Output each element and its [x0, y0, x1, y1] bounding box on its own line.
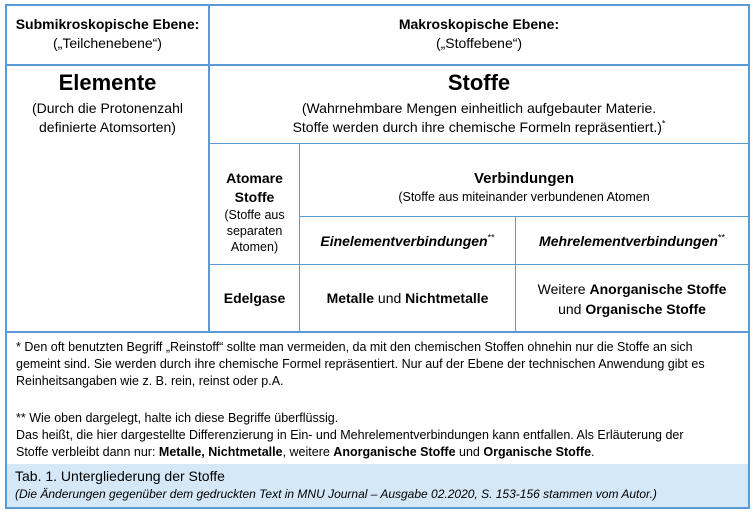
divider-notes [7, 331, 748, 333]
elemente-title: Elemente [58, 70, 157, 95]
atomare-sub-1: (Stoffe aus [224, 208, 285, 222]
elemente-line1: (Durch die Protonenzahl [32, 100, 183, 116]
note-2-line3 [16, 444, 741, 461]
weitere-cell [516, 279, 748, 319]
atomare-title-1: Atomare [226, 170, 283, 186]
einelement-label: Einelementverbindungen [320, 233, 488, 249]
header-left-sub: („Teilchenebene“) [53, 35, 162, 51]
header-left [7, 15, 208, 53]
header-right-title: Makroskopische Ebene: [398, 16, 560, 32]
weitere-prefix: Weitere [537, 281, 590, 297]
metalle-und: und [374, 290, 406, 306]
mehrelement-label: Mehrelementverbindungen [539, 233, 718, 249]
verbindungen-sub: (Stoffe aus miteinander verbundenen Atomen [398, 190, 650, 204]
atomare-sub-3: Atomen) [230, 240, 279, 254]
stoffe-line1: (Wahrnehmbare Mengen einheitlich aufgebauter Materie. [301, 100, 657, 116]
atomare-sub-2: separaten [226, 224, 283, 238]
verbindungen-cell [300, 169, 748, 205]
atomare-title-2: Stoffe [234, 189, 275, 205]
note-2-line1: ** Wie oben dargelegt, halte ich diese Begriffe überflüssig. [16, 411, 339, 425]
note-2-line3-b: Metalle, Nichtmetalle [158, 445, 283, 459]
header-left-title: Submikroskopische Ebene: [15, 16, 200, 32]
table-frame [5, 4, 750, 509]
caption-title: Tab. 1. Untergliederung der Stoffe [15, 468, 225, 484]
stoffe-cell [210, 70, 748, 137]
divider-stoffe [208, 143, 748, 144]
note-2-line3-g: . [591, 445, 595, 459]
divider-header [7, 64, 748, 66]
stoffe-line2: Stoffe werden durch ihre chemische Formeln repräsentiert.) [292, 119, 662, 135]
stoffe-footnote-mark: * [661, 118, 666, 129]
caption-sub: (Die Änderungen gegenüber dem gedruckten Text in MNU Journal – Ausgabe 02.2020, S. 153-156 stammen vom Autor.) [15, 487, 657, 501]
atomare-cell [210, 169, 299, 255]
header-right [210, 15, 748, 53]
mehrelement-mark: ** [717, 232, 725, 243]
einelement-mark: ** [487, 232, 495, 243]
nichtmetalle-label: Nichtmetalle [405, 290, 489, 306]
note-2-line3-e: und [455, 445, 484, 459]
stoffe-line2-wrap [210, 118, 748, 137]
note-2-line3-a: Stoffe verbleibt dann nur: [16, 445, 159, 459]
einelement-cell [300, 232, 515, 251]
divider-verbindungen [300, 216, 748, 217]
weitere-line2 [516, 299, 748, 319]
note-2-line3-d: Anorganische Stoffe [333, 445, 456, 459]
note-1-line3: Reinheitsangaben wie z. B. rein, reinst oder p.A. [16, 374, 284, 388]
elemente-line2: definierte Atomsorten) [39, 119, 176, 135]
note-1-line1: * Den oft benutzten Begriff „Reinstoff“ sollte man vermeiden, da mit den chemischen Stoffen ohnehin nur die Stoffe an sich [16, 340, 693, 354]
organische-label: Organische Stoffe [585, 301, 706, 317]
note-2-line3-f: Organische Stoffe [483, 445, 592, 459]
note-1-line2: gemeint sind. Sie werden durch ihre chemische Formel repräsentiert. Nur auf der Ebene der technischen Anwendung gibt es [16, 357, 705, 371]
note-1 [16, 339, 741, 390]
anorganische-label: Anorganische Stoffe [589, 281, 727, 297]
note-2 [16, 410, 741, 461]
divider-bottom-row [208, 264, 748, 265]
verbindungen-title: Verbindungen [473, 170, 574, 187]
weitere-und: und [558, 301, 586, 317]
metalle-cell [300, 289, 515, 308]
note-2-line2: Das heißt, die hier dargestellte Differenzierung in Ein- und Mehrelementverbindungen kann entfallen. Als Erläuterung der [16, 428, 684, 442]
mehrelement-cell [516, 232, 748, 251]
elemente-cell [7, 70, 208, 137]
header-right-sub: („Stoffebene“) [435, 35, 523, 51]
stoffe-title: Stoffe [447, 70, 511, 95]
note-2-line3-c: , weitere [282, 445, 334, 459]
edelgase-cell: Edelgase [223, 290, 286, 306]
weitere-line1 [516, 279, 748, 299]
metalle-label: Metalle [326, 290, 375, 306]
caption-box [7, 464, 748, 507]
